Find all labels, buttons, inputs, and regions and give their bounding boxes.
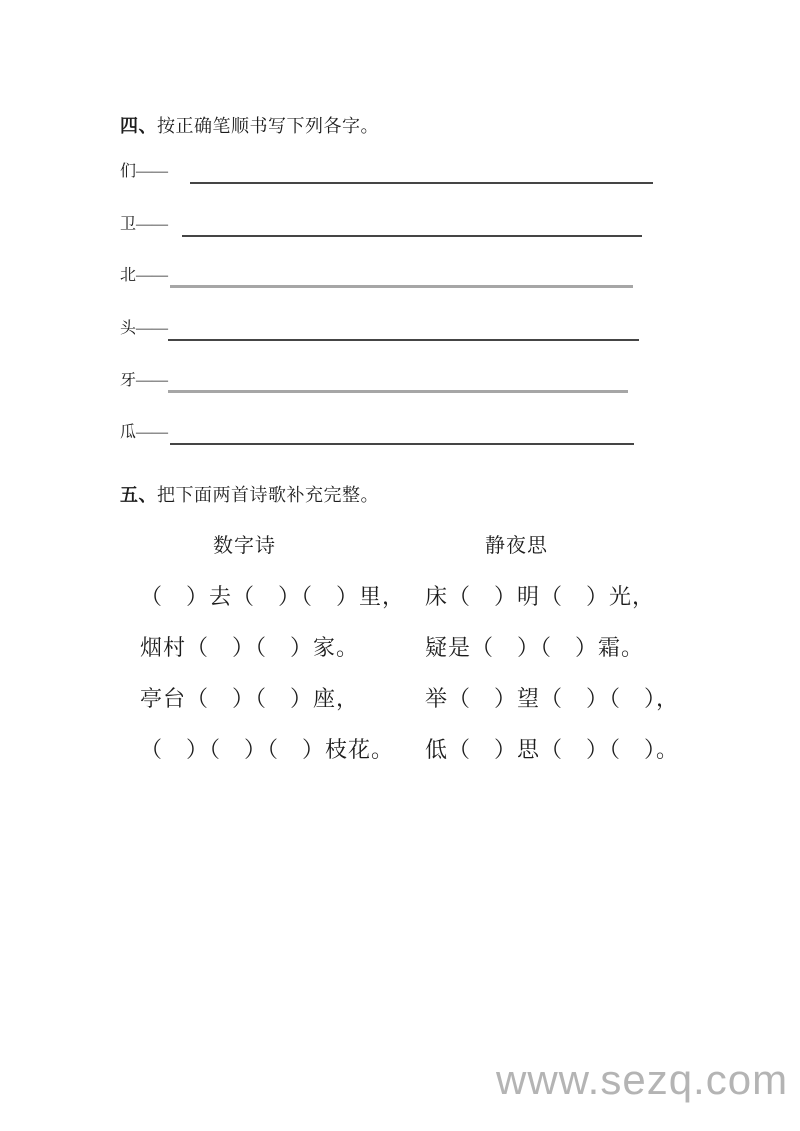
poem-line: 床（ ）明（ ）光， bbox=[425, 584, 656, 609]
site-watermark: www.sezq.com bbox=[496, 1056, 789, 1103]
answer-blank-line bbox=[170, 285, 633, 288]
poem-line: 举（ ）望（ ）（ ）， bbox=[425, 686, 680, 711]
practice-character-label: 卫—— bbox=[120, 216, 169, 233]
section-five-number: 五、 bbox=[120, 485, 157, 505]
section-five-title: 把下面两首诗歌补充完整。 bbox=[157, 485, 379, 505]
section-five-heading bbox=[120, 481, 379, 507]
practice-row bbox=[120, 419, 634, 445]
poem-title-jingyesi: 静夜思 bbox=[485, 535, 548, 557]
practice-row bbox=[120, 315, 639, 341]
section-four-number: 四、 bbox=[120, 116, 157, 136]
poem-line: 烟村（ ）（ ）家。 bbox=[140, 635, 360, 660]
practice-character-label: 头—— bbox=[120, 320, 169, 337]
answer-blank-line bbox=[182, 235, 642, 237]
poem-title-shuzishi: 数字诗 bbox=[213, 535, 276, 557]
practice-character-label: 们—— bbox=[120, 163, 169, 180]
practice-character-label: 瓜—— bbox=[120, 424, 169, 441]
poem-line: 疑是（ ）（ ）霜。 bbox=[425, 635, 645, 660]
practice-row bbox=[120, 158, 653, 184]
answer-blank-line bbox=[190, 182, 653, 184]
practice-character-label: 牙—— bbox=[120, 372, 169, 389]
poem-line: 亭台（ ）（ ）座， bbox=[140, 686, 360, 711]
section-four-title: 按正确笔顺书写下列各字。 bbox=[157, 116, 379, 136]
answer-blank-line bbox=[170, 443, 634, 445]
answer-blank-line bbox=[168, 339, 639, 341]
answer-blank-line bbox=[168, 390, 628, 393]
practice-row bbox=[120, 262, 633, 288]
section-four-heading bbox=[120, 112, 379, 138]
poem-line: （ ）去（ ）（ ）里， bbox=[140, 584, 406, 609]
practice-character-label: 北—— bbox=[120, 267, 169, 284]
practice-row bbox=[120, 211, 642, 237]
poem-line: 低（ ）思（ ）（ ）。 bbox=[425, 737, 680, 762]
practice-row bbox=[120, 367, 628, 393]
poem-line: （ ）（ ）（ ）枝花。 bbox=[140, 737, 395, 762]
